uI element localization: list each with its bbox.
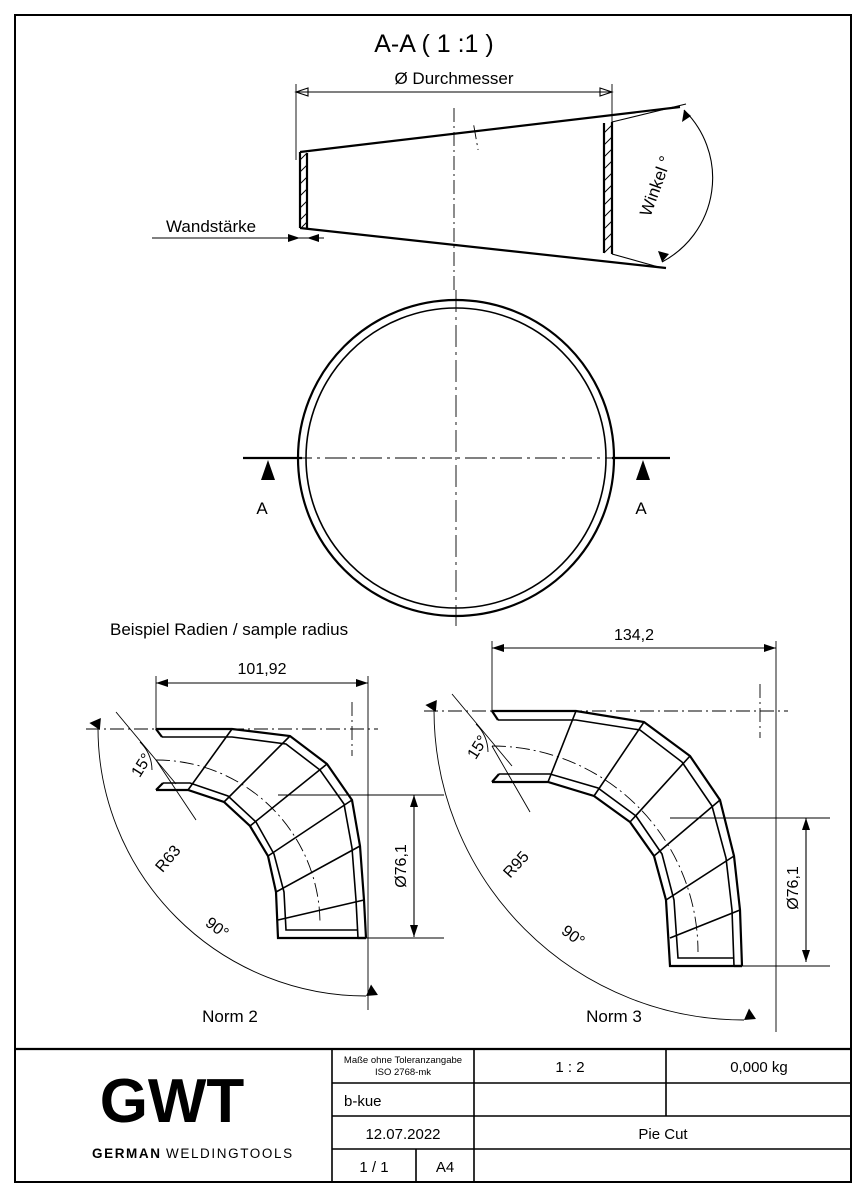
weight-value: 0,000 kg (730, 1059, 788, 1076)
norm2-seg6 (278, 900, 364, 920)
section-mark-left: A (256, 499, 268, 518)
part-name-value: Pie Cut (638, 1126, 688, 1143)
hatch-r2 (604, 137, 612, 145)
norm3-view (424, 627, 830, 1032)
norm3-dia-arrow-bottom (802, 950, 810, 962)
norm2-caption: Norm 2 (202, 1007, 258, 1026)
norm2-arc-angle: 90° (201, 914, 232, 943)
hatch-r6 (604, 185, 612, 193)
norm3-width-arrow-left (492, 644, 504, 652)
angle-arc (662, 110, 713, 262)
norm3-90-arrow1 (425, 699, 437, 712)
section-arrow-left (261, 460, 275, 480)
angle-label: Winkel ° (636, 153, 676, 219)
norm3-inner-cap (492, 774, 499, 782)
norm2-dia-arrow-bottom (410, 925, 418, 937)
wall-thickness-label: Wandstärke (166, 217, 257, 236)
logo-sub-light: WELDINGTOOLS (166, 1146, 294, 1161)
norm2-seg1 (188, 729, 232, 790)
logo-text: GWT (99, 1067, 245, 1136)
norm3-seg3 (630, 756, 690, 822)
norm3-radius-value: R95 (500, 848, 533, 882)
norm2-90-arrow2 (365, 984, 378, 996)
radius-note-label: Beispiel Radien / sample radius (110, 620, 349, 639)
norm3-outer-cap-left (492, 711, 498, 720)
norm2-seg2 (224, 736, 290, 802)
hatch-r8 (604, 209, 612, 217)
norm3-90-arrow2 (743, 1008, 756, 1020)
norm2-radius-value: R63 (152, 842, 185, 876)
norm3-inner-profile-inner (499, 774, 734, 958)
wall-arrow-left (288, 234, 300, 242)
norm2-width-value: 101,92 (237, 661, 287, 678)
norm3-radius-leader (492, 746, 530, 812)
hatch-r9 (604, 221, 612, 229)
norm2-width-arrow-left (156, 679, 168, 687)
norm3-seg6 (670, 910, 740, 938)
section-center-cross (474, 125, 478, 150)
norm3-width-value: 134,2 (613, 627, 655, 644)
norm3-segment-angle: 15° (464, 732, 492, 763)
diameter-label: Ø Durchmesser (394, 69, 514, 88)
norm2-width-arrow-right (356, 679, 368, 687)
hatch-r7 (604, 197, 612, 205)
norm2-bend-centerline (156, 760, 320, 924)
norm3-caption: Norm 3 (586, 1007, 642, 1026)
norm3-tube-diameter: Ø76,1 (785, 866, 802, 910)
norm2-view (86, 661, 444, 1026)
hatch-r4 (604, 161, 612, 169)
tolerance-line2: ISO 2768-mk (375, 1067, 431, 1078)
view-title: A-A ( 1 :1 ) (374, 30, 494, 58)
hatch-r10 (604, 233, 612, 241)
norm2-segment-angle: 15° (128, 750, 156, 781)
norm2-outer-cap-left (156, 729, 162, 737)
hatch-r5 (604, 173, 612, 181)
norm2-tube-diameter: Ø76,1 (393, 844, 410, 888)
norm2-seg4 (268, 800, 352, 856)
norm3-seg1 (548, 711, 576, 782)
hatch-r3 (604, 149, 612, 157)
norm3-seg5 (666, 856, 734, 900)
norm2-90-arrow1 (89, 717, 101, 730)
norm3-seg2 (594, 722, 644, 796)
hatch-r1 (604, 125, 612, 133)
section-mark-right: A (635, 499, 647, 518)
norm2-seg5 (276, 846, 360, 892)
norm3-outer-profile-inner (498, 720, 734, 966)
author-value: b-kue (344, 1093, 382, 1110)
norm2-dia-arrow-top (410, 795, 418, 807)
hatch-r11 (604, 245, 612, 253)
date-value: 12.07.2022 (365, 1126, 441, 1143)
norm3-width-arrow-right (764, 644, 776, 652)
logo-sub-bold: GERMAN (92, 1146, 162, 1161)
section-arrow-right (636, 460, 650, 480)
norm3-arc-angle: 90° (557, 922, 588, 951)
wall-arrow-right (307, 234, 319, 242)
angle-arrow-bottom (658, 251, 669, 262)
scale-value: 1 : 2 (555, 1059, 585, 1076)
sheet-value: 1 / 1 (359, 1159, 389, 1176)
norm3-seg4 (654, 800, 720, 856)
title-block (16, 1049, 852, 1182)
norm3-dia-arrow-top (802, 818, 810, 830)
norm3-inner-profile (492, 782, 742, 966)
cone-top-outer (300, 107, 680, 152)
tolerance-line1: Maße ohne Toleranzangabe (343, 1055, 463, 1066)
format-value: A4 (435, 1159, 455, 1176)
